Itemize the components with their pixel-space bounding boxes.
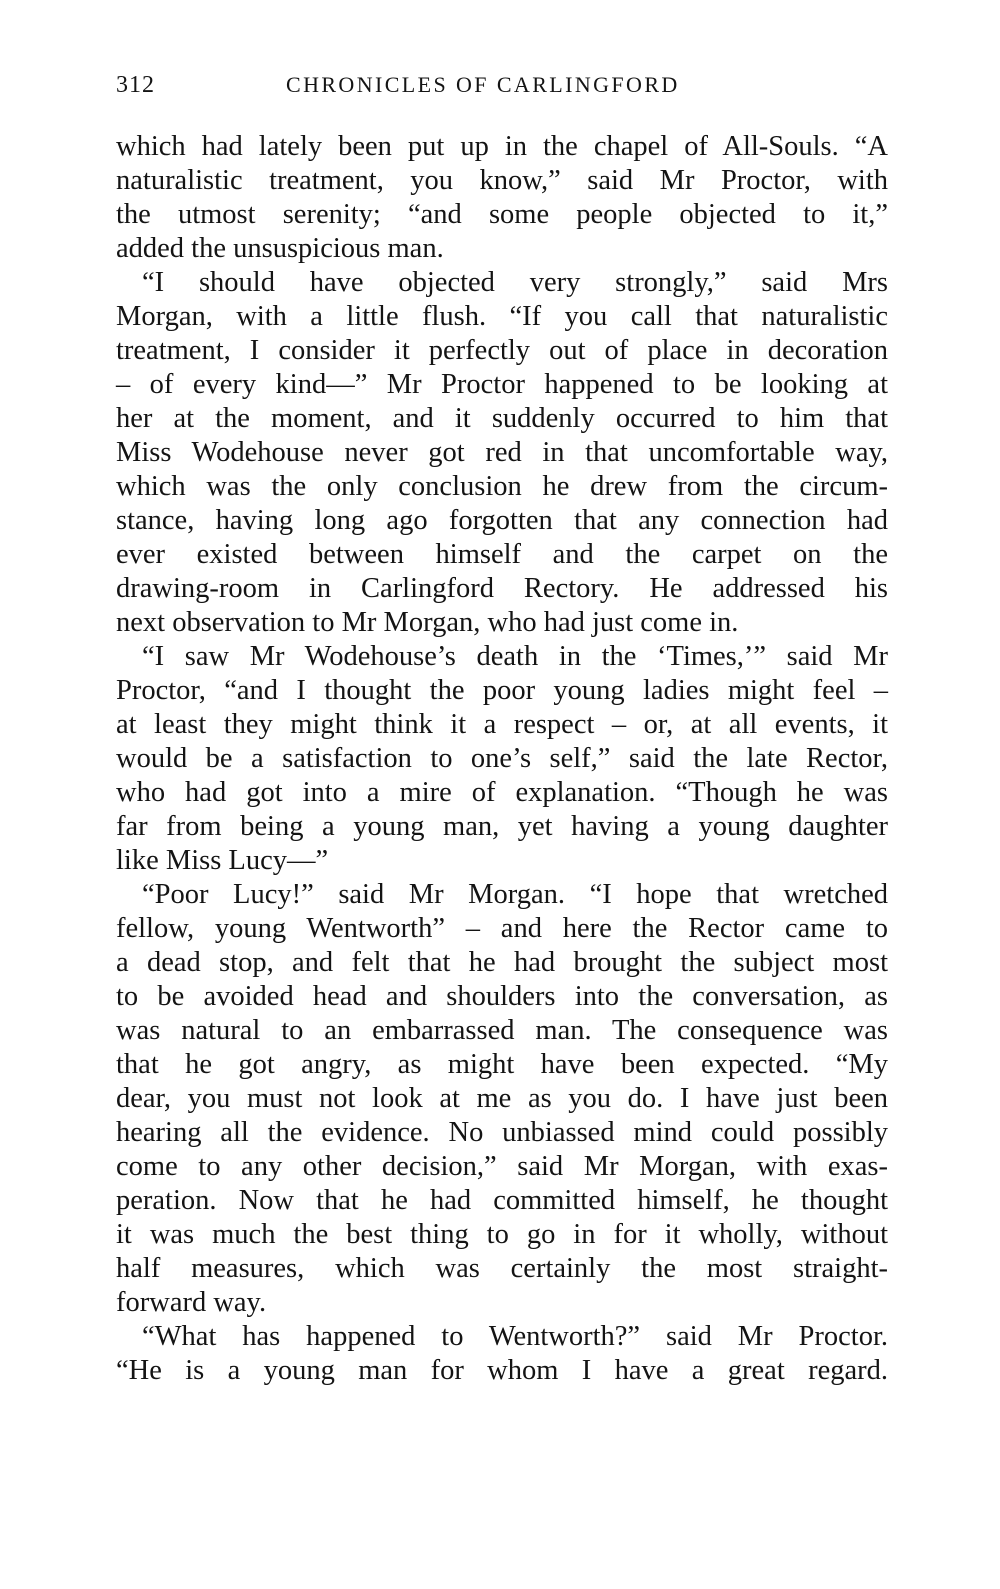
text-line: hearing all the evidence. No unbiassed mind could possibly: [116, 1117, 888, 1148]
text-line: peration. Now that he had committed himself, he thought: [116, 1185, 888, 1216]
text-line: it was much the best thing to go in for it wholly, without: [116, 1219, 888, 1250]
text-line: was natural to an embarrassed man. The consequence was: [116, 1015, 888, 1046]
text-line: stance, having long ago forgotten that any connection had: [116, 505, 888, 536]
text-line: “He is a young man for whom I have a great regard.: [116, 1355, 888, 1386]
text-line: Proctor, “and I thought the poor young ladies might feel –: [116, 675, 888, 706]
page-header: [116, 72, 906, 106]
text-line: Miss Wodehouse never got red in that uncomfortable way,: [116, 437, 888, 468]
text-line: fellow, young Wentworth” – and here the Rector came to: [116, 913, 888, 944]
text-line: would be a satisfaction to one’s self,” said the late Rector,: [116, 743, 888, 774]
text-line: half measures, which was certainly the most straight-: [116, 1253, 888, 1284]
text-line: come to any other decision,” said Mr Morgan, with exas-: [116, 1151, 888, 1182]
text-line: at least they might think it a respect – or, at all events, it: [116, 709, 888, 740]
text-line: to be avoided head and shoulders into the conversation, as: [116, 981, 888, 1012]
text-line: a dead stop, and felt that he had brought the subject most: [116, 947, 888, 978]
text-line: which was the only conclusion he drew from the circum-: [116, 471, 888, 502]
text-line: dear, you must not look at me as you do. I have just been: [116, 1083, 888, 1114]
text-line: naturalistic treatment, you know,” said Mr Proctor, with: [116, 165, 888, 196]
page-number: 312: [116, 72, 155, 98]
text-line: drawing-room in Carlingford Rectory. He addressed his: [116, 573, 888, 604]
text-line: that he got angry, as might have been expected. “My: [116, 1049, 888, 1080]
text-line: – of every kind—” Mr Proctor happened to be looking at: [116, 369, 888, 400]
text-line: Morgan, with a little flush. “If you call that naturalistic: [116, 301, 888, 332]
text-line: added the unsuspicious man.: [116, 233, 444, 264]
running-head: CHRONICLES OF CARLINGFORD: [286, 72, 680, 97]
body-text: [116, 130, 888, 1388]
text-line: like Miss Lucy—”: [116, 845, 329, 876]
text-line: which had lately been put up in the chapel of All-Souls. “A: [116, 131, 888, 162]
text-line: who had got into a mire of explanation. “Though he was: [116, 777, 888, 808]
text-line: “Poor Lucy!” said Mr Morgan. “I hope that wretched: [142, 879, 888, 910]
text-line: ever existed between himself and the carpet on the: [116, 539, 888, 570]
text-line: “I should have objected very strongly,” said Mrs: [142, 267, 888, 298]
text-line: treatment, I consider it perfectly out of place in decoration: [116, 335, 888, 366]
text-line: “What has happened to Wentworth?” said Mr Proctor.: [142, 1321, 888, 1352]
text-line: “I saw Mr Wodehouse’s death in the ‘Times,’” said Mr: [142, 641, 888, 672]
text-line: far from being a young man, yet having a young daughter: [116, 811, 888, 842]
text-line: forward way.: [116, 1287, 267, 1318]
text-line: next observation to Mr Morgan, who had just come in.: [116, 607, 739, 638]
text-line: her at the moment, and it suddenly occurred to him that: [116, 403, 888, 434]
text-line: the utmost serenity; “and some people objected to it,”: [116, 199, 888, 230]
